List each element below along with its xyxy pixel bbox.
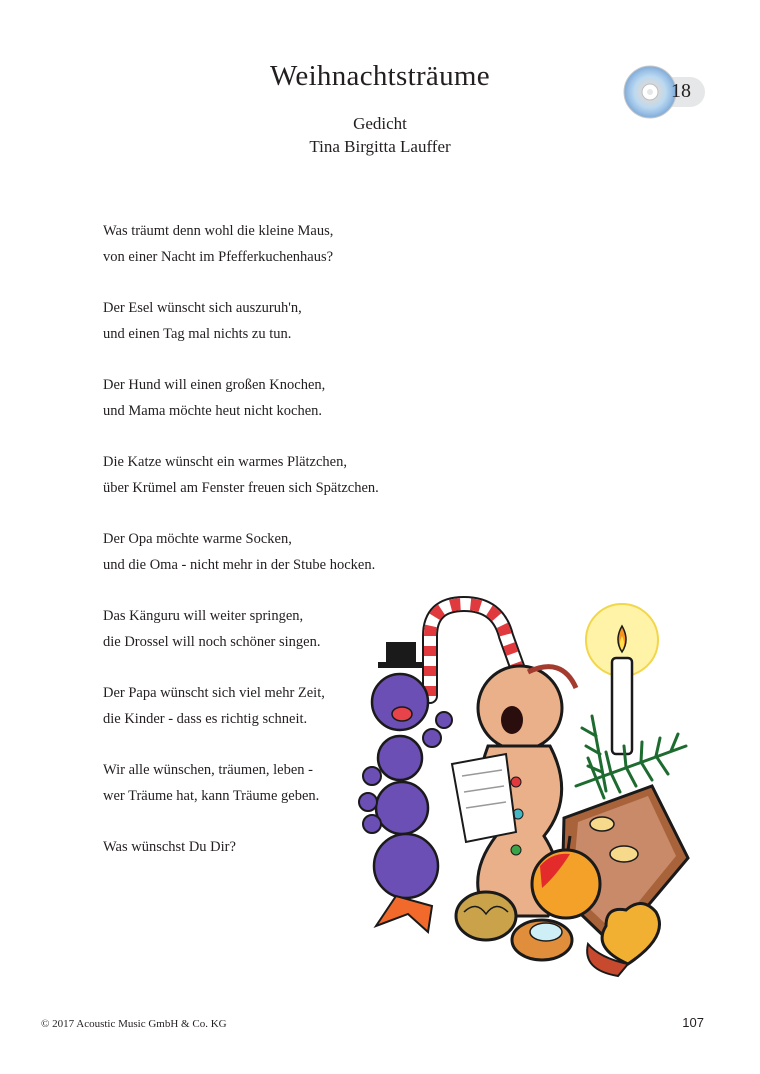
stanza (103, 450, 423, 501)
stanza (103, 296, 423, 347)
poem-line: Der Hund will einen großen Knochen, (103, 377, 326, 393)
poem-line: wer Träume hat, kann Träume geben. (103, 787, 320, 804)
poem-line: und die Oma - nicht mehr in der Stube hocken. (103, 556, 376, 573)
poem-line: Was träumt denn wohl die kleine Maus, (103, 223, 334, 239)
poem-line: Der Esel wünscht sich auszuruh'n, (103, 300, 302, 316)
poem-line: von einer Nacht im Pfefferkuchenhaus? (103, 248, 334, 265)
walnut-icon (456, 892, 516, 940)
poem-line: die Drossel will noch schöner singen. (103, 633, 321, 650)
candle-icon (586, 604, 658, 754)
page-number: 107 (682, 1015, 704, 1030)
poem-line: und Mama möchte heut nicht kochen. (103, 402, 323, 419)
poem-line: Wir alle wünschen, träumen, leben - (103, 762, 313, 778)
poem-line: Der Papa wünscht sich viel mehr Zeit, (103, 685, 325, 701)
cookie-icon (512, 920, 572, 960)
berry-snowman-icon (359, 642, 452, 932)
poem-line: und einen Tag mal nichts zu tun. (103, 325, 292, 342)
track-number: 18 (671, 80, 691, 102)
poem-line: Die Katze wünscht ein warmes Plätzchen, (103, 454, 347, 470)
poem-closing-line: Was wünschst Du Dir? (103, 839, 236, 855)
christmas-illustration (356, 596, 700, 986)
stanza (103, 219, 423, 270)
copyright-notice: © 2017 Acoustic Music GmbH & Co. KG (41, 1018, 227, 1030)
stanza (103, 527, 423, 578)
author-name: Tina Birgitta Lauffer (309, 137, 451, 156)
poem-line: über Krümel am Fenster freuen sich Spätzchen. (103, 479, 379, 496)
genre-label: Gedicht (353, 114, 407, 133)
page-title: Weihnachtsträume (270, 60, 490, 92)
stanza (103, 373, 423, 424)
poem-line: die Kinder - dass es richtig schneit. (103, 710, 308, 727)
poem-line: Der Opa möchte warme Socken, (103, 531, 292, 547)
poem-line: Das Känguru will weiter springen, (103, 608, 304, 624)
